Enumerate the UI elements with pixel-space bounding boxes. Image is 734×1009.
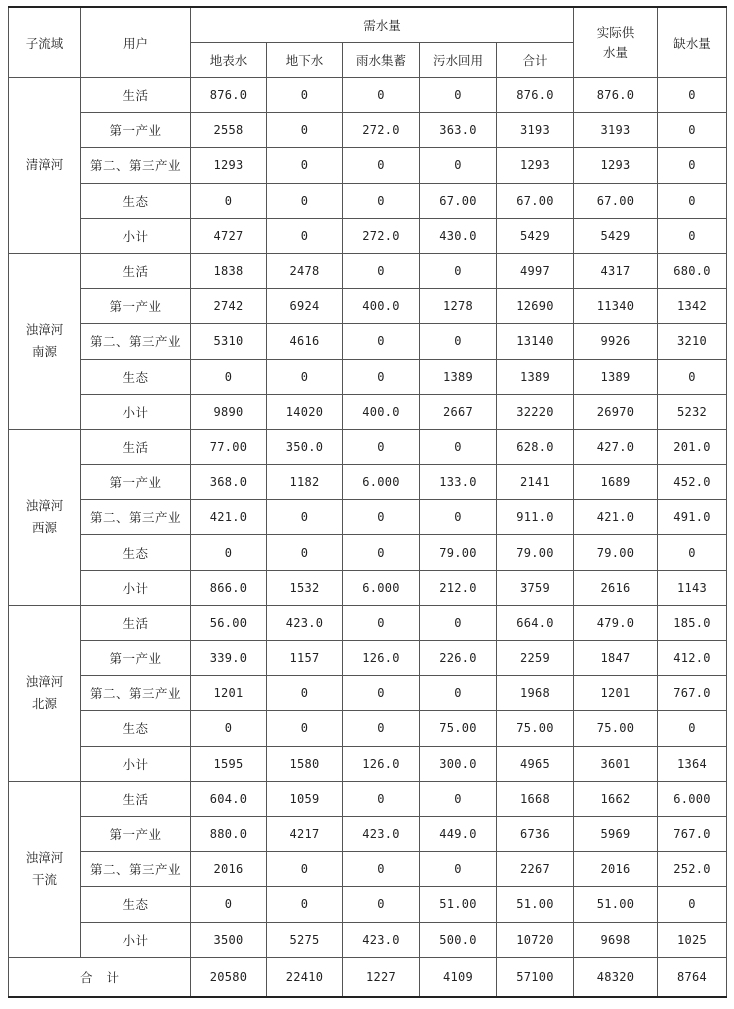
header-surface-water: 地表水 xyxy=(191,43,267,78)
region-name-text: 浊漳河北源 xyxy=(25,674,64,712)
value-cell: 350.0 xyxy=(267,429,343,464)
value-cell: 368.0 xyxy=(191,465,267,500)
value-cell: 0 xyxy=(191,359,267,394)
value-cell: 4727 xyxy=(191,218,267,253)
total-cell: 48320 xyxy=(574,957,658,997)
value-cell: 911.0 xyxy=(497,500,574,535)
header-user: 用户 xyxy=(81,7,191,78)
value-cell: 0 xyxy=(420,500,497,535)
table-row xyxy=(9,746,727,781)
value-cell: 0 xyxy=(267,887,343,922)
value-cell: 0 xyxy=(267,711,343,746)
total-row xyxy=(9,957,727,997)
total-cell: 20580 xyxy=(191,957,267,997)
value-cell: 0 xyxy=(343,253,420,288)
user-type: 生态 xyxy=(81,711,191,746)
water-balance-table xyxy=(8,6,727,998)
value-cell: 67.00 xyxy=(420,183,497,218)
value-cell: 1059 xyxy=(267,781,343,816)
value-cell: 0 xyxy=(191,183,267,218)
value-cell: 201.0 xyxy=(658,429,727,464)
value-cell: 3193 xyxy=(574,113,658,148)
value-cell: 2667 xyxy=(420,394,497,429)
region-name xyxy=(9,605,81,781)
value-cell: 412.0 xyxy=(658,641,727,676)
value-cell: 0 xyxy=(191,887,267,922)
value-cell: 0 xyxy=(343,605,420,640)
value-cell: 10720 xyxy=(497,922,574,957)
value-cell: 4997 xyxy=(497,253,574,288)
value-cell: 664.0 xyxy=(497,605,574,640)
total-label: 合计 xyxy=(9,957,191,997)
value-cell: 0 xyxy=(343,887,420,922)
value-cell: 3759 xyxy=(497,570,574,605)
value-cell: 452.0 xyxy=(658,465,727,500)
value-cell: 4965 xyxy=(497,746,574,781)
value-cell: 4616 xyxy=(267,324,343,359)
region-name-text: 浊漳河西源 xyxy=(25,498,64,536)
region-name-text: 清漳河 xyxy=(25,157,64,173)
user-type: 第二、第三产业 xyxy=(81,852,191,887)
value-cell: 51.00 xyxy=(497,887,574,922)
value-cell: 1968 xyxy=(497,676,574,711)
value-cell: 5429 xyxy=(574,218,658,253)
user-type: 第二、第三产业 xyxy=(81,676,191,711)
value-cell: 6924 xyxy=(267,289,343,324)
total-cell: 4109 xyxy=(420,957,497,997)
table-row xyxy=(9,676,727,711)
value-cell: 77.00 xyxy=(191,429,267,464)
value-cell: 272.0 xyxy=(343,218,420,253)
user-type: 生活 xyxy=(81,429,191,464)
user-type: 生活 xyxy=(81,253,191,288)
user-type: 生活 xyxy=(81,605,191,640)
value-cell: 423.0 xyxy=(343,922,420,957)
value-cell: 3500 xyxy=(191,922,267,957)
value-cell: 0 xyxy=(420,676,497,711)
value-cell: 51.00 xyxy=(420,887,497,922)
value-cell: 0 xyxy=(420,781,497,816)
value-cell: 0 xyxy=(420,605,497,640)
table-row xyxy=(9,922,727,957)
value-cell: 339.0 xyxy=(191,641,267,676)
user-type: 小计 xyxy=(81,218,191,253)
value-cell: 767.0 xyxy=(658,816,727,851)
value-cell: 6736 xyxy=(497,816,574,851)
document-page xyxy=(8,6,726,998)
value-cell: 0 xyxy=(267,676,343,711)
value-cell: 67.00 xyxy=(574,183,658,218)
value-cell: 767.0 xyxy=(658,676,727,711)
user-type: 第一产业 xyxy=(81,465,191,500)
value-cell: 491.0 xyxy=(658,500,727,535)
value-cell: 0 xyxy=(658,535,727,570)
value-cell: 1838 xyxy=(191,253,267,288)
user-type: 生态 xyxy=(81,359,191,394)
value-cell: 185.0 xyxy=(658,605,727,640)
value-cell: 79.00 xyxy=(420,535,497,570)
value-cell: 0 xyxy=(267,78,343,113)
header-supply xyxy=(574,7,658,78)
table-row xyxy=(9,113,727,148)
table-row xyxy=(9,852,727,887)
value-cell: 0 xyxy=(658,711,727,746)
value-cell: 67.00 xyxy=(497,183,574,218)
value-cell: 1595 xyxy=(191,746,267,781)
region-name-text: 浊漳河干流 xyxy=(25,850,64,888)
value-cell: 75.00 xyxy=(574,711,658,746)
header-region: 子流域 xyxy=(9,7,81,78)
user-type: 小计 xyxy=(81,922,191,957)
table-row xyxy=(9,535,727,570)
value-cell: 4317 xyxy=(574,253,658,288)
value-cell: 32220 xyxy=(497,394,574,429)
value-cell: 1389 xyxy=(497,359,574,394)
user-type: 生态 xyxy=(81,183,191,218)
value-cell: 0 xyxy=(343,324,420,359)
value-cell: 1157 xyxy=(267,641,343,676)
value-cell: 0 xyxy=(343,183,420,218)
user-type: 生活 xyxy=(81,781,191,816)
table-row xyxy=(9,887,727,922)
value-cell: 0 xyxy=(420,852,497,887)
value-cell: 0 xyxy=(420,253,497,288)
value-cell: 79.00 xyxy=(574,535,658,570)
region-name-text: 浊漳河南源 xyxy=(25,322,64,360)
value-cell: 0 xyxy=(420,429,497,464)
value-cell: 0 xyxy=(343,676,420,711)
table-row xyxy=(9,429,727,464)
value-cell: 252.0 xyxy=(658,852,727,887)
table-row xyxy=(9,641,727,676)
value-cell: 0 xyxy=(267,183,343,218)
table-row xyxy=(9,394,727,429)
value-cell: 0 xyxy=(343,500,420,535)
header-demand-group: 需水量 xyxy=(191,7,574,43)
value-cell: 9890 xyxy=(191,394,267,429)
user-type: 小计 xyxy=(81,394,191,429)
value-cell: 866.0 xyxy=(191,570,267,605)
value-cell: 876.0 xyxy=(191,78,267,113)
value-cell: 0 xyxy=(343,148,420,183)
value-cell: 2259 xyxy=(497,641,574,676)
region-name xyxy=(9,781,81,957)
value-cell: 421.0 xyxy=(191,500,267,535)
value-cell: 0 xyxy=(343,78,420,113)
header-demand-sum: 合计 xyxy=(497,43,574,78)
value-cell: 680.0 xyxy=(658,253,727,288)
value-cell: 6.000 xyxy=(343,570,420,605)
header-shortage: 缺水量 xyxy=(658,7,727,78)
table-row xyxy=(9,781,727,816)
value-cell: 14020 xyxy=(267,394,343,429)
header-groundwater: 地下水 xyxy=(267,43,343,78)
value-cell: 1389 xyxy=(420,359,497,394)
total-cell: 8764 xyxy=(658,957,727,997)
table-row xyxy=(9,465,727,500)
value-cell: 423.0 xyxy=(343,816,420,851)
value-cell: 272.0 xyxy=(343,113,420,148)
total-cell: 57100 xyxy=(497,957,574,997)
table-row xyxy=(9,253,727,288)
value-cell: 1342 xyxy=(658,289,727,324)
value-cell: 0 xyxy=(658,183,727,218)
value-cell: 0 xyxy=(267,852,343,887)
value-cell: 0 xyxy=(191,535,267,570)
value-cell: 500.0 xyxy=(420,922,497,957)
table-row xyxy=(9,324,727,359)
value-cell: 0 xyxy=(343,711,420,746)
value-cell: 226.0 xyxy=(420,641,497,676)
user-type: 第二、第三产业 xyxy=(81,324,191,359)
value-cell: 79.00 xyxy=(497,535,574,570)
value-cell: 0 xyxy=(191,711,267,746)
value-cell: 0 xyxy=(658,887,727,922)
value-cell: 1201 xyxy=(574,676,658,711)
value-cell: 421.0 xyxy=(574,500,658,535)
value-cell: 9698 xyxy=(574,922,658,957)
value-cell: 1847 xyxy=(574,641,658,676)
value-cell: 56.00 xyxy=(191,605,267,640)
table-row xyxy=(9,289,727,324)
value-cell: 0 xyxy=(343,781,420,816)
table-body xyxy=(9,78,727,958)
value-cell: 0 xyxy=(658,148,727,183)
value-cell: 1364 xyxy=(658,746,727,781)
table-header xyxy=(9,7,727,78)
value-cell: 1293 xyxy=(497,148,574,183)
value-cell: 0 xyxy=(267,218,343,253)
header-reclaimed: 污水回用 xyxy=(420,43,497,78)
value-cell: 1689 xyxy=(574,465,658,500)
value-cell: 2141 xyxy=(497,465,574,500)
value-cell: 126.0 xyxy=(343,746,420,781)
value-cell: 12690 xyxy=(497,289,574,324)
value-cell: 449.0 xyxy=(420,816,497,851)
value-cell: 75.00 xyxy=(497,711,574,746)
value-cell: 0 xyxy=(658,218,727,253)
value-cell: 126.0 xyxy=(343,641,420,676)
value-cell: 13140 xyxy=(497,324,574,359)
value-cell: 9926 xyxy=(574,324,658,359)
value-cell: 133.0 xyxy=(420,465,497,500)
value-cell: 2742 xyxy=(191,289,267,324)
user-type: 第一产业 xyxy=(81,641,191,676)
total-cell: 1227 xyxy=(343,957,420,997)
value-cell: 3210 xyxy=(658,324,727,359)
value-cell: 1668 xyxy=(497,781,574,816)
value-cell: 1580 xyxy=(267,746,343,781)
value-cell: 2016 xyxy=(191,852,267,887)
value-cell: 876.0 xyxy=(497,78,574,113)
table-row xyxy=(9,148,727,183)
table-footer xyxy=(9,957,727,997)
value-cell: 5969 xyxy=(574,816,658,851)
value-cell: 0 xyxy=(343,852,420,887)
value-cell: 0 xyxy=(267,500,343,535)
value-cell: 2616 xyxy=(574,570,658,605)
value-cell: 363.0 xyxy=(420,113,497,148)
value-cell: 3193 xyxy=(497,113,574,148)
value-cell: 0 xyxy=(267,113,343,148)
value-cell: 1389 xyxy=(574,359,658,394)
table-row xyxy=(9,78,727,113)
value-cell: 2267 xyxy=(497,852,574,887)
table-row xyxy=(9,359,727,394)
user-type: 生态 xyxy=(81,887,191,922)
value-cell: 6.000 xyxy=(343,465,420,500)
user-type: 第二、第三产业 xyxy=(81,148,191,183)
value-cell: 2558 xyxy=(191,113,267,148)
value-cell: 2478 xyxy=(267,253,343,288)
total-cell: 22410 xyxy=(267,957,343,997)
value-cell: 430.0 xyxy=(420,218,497,253)
value-cell: 0 xyxy=(658,359,727,394)
value-cell: 0 xyxy=(343,429,420,464)
value-cell: 0 xyxy=(267,535,343,570)
value-cell: 1143 xyxy=(658,570,727,605)
value-cell: 300.0 xyxy=(420,746,497,781)
value-cell: 5232 xyxy=(658,394,727,429)
value-cell: 3601 xyxy=(574,746,658,781)
value-cell: 26970 xyxy=(574,394,658,429)
user-type: 第二、第三产业 xyxy=(81,500,191,535)
user-type: 小计 xyxy=(81,746,191,781)
value-cell: 479.0 xyxy=(574,605,658,640)
user-type: 第一产业 xyxy=(81,289,191,324)
value-cell: 0 xyxy=(658,78,727,113)
value-cell: 400.0 xyxy=(343,394,420,429)
table-row xyxy=(9,711,727,746)
table-row xyxy=(9,605,727,640)
value-cell: 0 xyxy=(658,113,727,148)
value-cell: 5310 xyxy=(191,324,267,359)
value-cell: 604.0 xyxy=(191,781,267,816)
region-name xyxy=(9,429,81,605)
value-cell: 1025 xyxy=(658,922,727,957)
value-cell: 5275 xyxy=(267,922,343,957)
value-cell: 0 xyxy=(267,359,343,394)
value-cell: 1278 xyxy=(420,289,497,324)
table-row xyxy=(9,570,727,605)
value-cell: 51.00 xyxy=(574,887,658,922)
value-cell: 5429 xyxy=(497,218,574,253)
value-cell: 0 xyxy=(343,535,420,570)
header-rainwater: 雨水集蓄 xyxy=(343,43,420,78)
value-cell: 876.0 xyxy=(574,78,658,113)
value-cell: 1293 xyxy=(574,148,658,183)
user-type: 小计 xyxy=(81,570,191,605)
table-row xyxy=(9,816,727,851)
user-type: 第一产业 xyxy=(81,816,191,851)
value-cell: 628.0 xyxy=(497,429,574,464)
value-cell: 1293 xyxy=(191,148,267,183)
value-cell: 0 xyxy=(420,148,497,183)
user-type: 第一产业 xyxy=(81,113,191,148)
table-row xyxy=(9,500,727,535)
value-cell: 0 xyxy=(343,359,420,394)
value-cell: 1662 xyxy=(574,781,658,816)
user-type: 生活 xyxy=(81,78,191,113)
value-cell: 4217 xyxy=(267,816,343,851)
value-cell: 1532 xyxy=(267,570,343,605)
value-cell: 1182 xyxy=(267,465,343,500)
value-cell: 427.0 xyxy=(574,429,658,464)
user-type: 生态 xyxy=(81,535,191,570)
region-name xyxy=(9,253,81,429)
value-cell: 880.0 xyxy=(191,816,267,851)
value-cell: 0 xyxy=(420,324,497,359)
value-cell: 0 xyxy=(267,148,343,183)
region-name xyxy=(9,78,81,254)
value-cell: 11340 xyxy=(574,289,658,324)
value-cell: 212.0 xyxy=(420,570,497,605)
value-cell: 1201 xyxy=(191,676,267,711)
value-cell: 0 xyxy=(420,78,497,113)
header-supply-text: 实际供水量 xyxy=(596,24,635,60)
table-row xyxy=(9,183,727,218)
value-cell: 2016 xyxy=(574,852,658,887)
value-cell: 423.0 xyxy=(267,605,343,640)
value-cell: 6.000 xyxy=(658,781,727,816)
value-cell: 75.00 xyxy=(420,711,497,746)
table-row xyxy=(9,218,727,253)
value-cell: 400.0 xyxy=(343,289,420,324)
